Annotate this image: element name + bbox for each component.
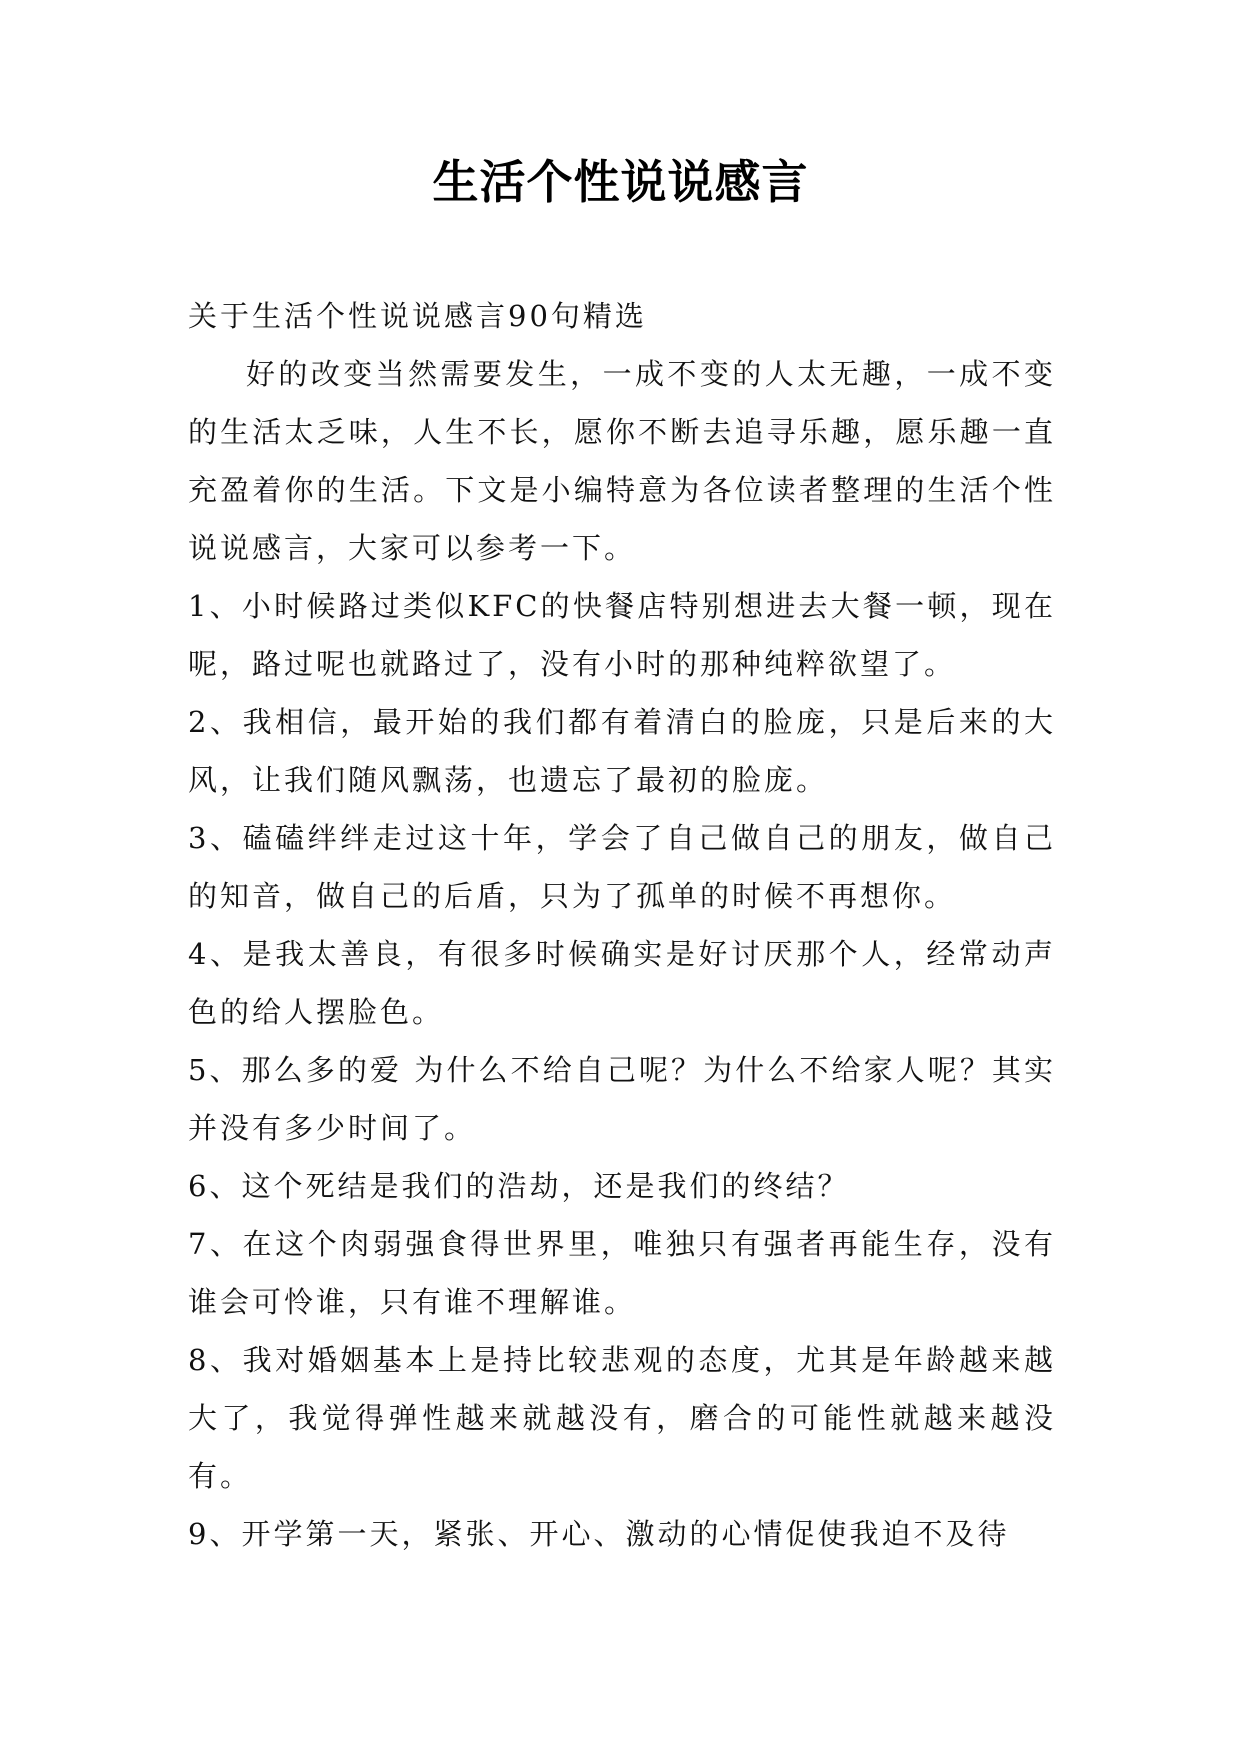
list-item: 7、在这个肉弱强食得世界里，唯独只有强者再能生存，没有谁会可怜谁，只有谁不理解谁。	[188, 1227, 1056, 1319]
list-item: 5、那么多的爱 为什么不给自己呢？为什么不给家人呢？其实并没有多少时间了。	[188, 1053, 1056, 1145]
document-body	[188, 287, 1056, 1563]
intro-paragraph: 好的改变当然需要发生，一成不变的人太无趣，一成不变的生活太乏味，人生不长，愿你不断去追寻乐趣，愿乐趣一直充盈着你的生活。下文是小编特意为各位读者整理的生活个性说说感言，大家可以参考一下。	[188, 357, 1056, 565]
subtitle: 关于生活个性说说感言90句精选	[188, 299, 647, 333]
list-item: 4、是我太善良，有很多时候确实是好讨厌那个人，经常动声色的给人摆脸色。	[188, 937, 1056, 1029]
list-item: 2、我相信，最开始的我们都有着清白的脸庞，只是后来的大风，让我们随风飘荡，也遗忘了最初的脸庞。	[188, 705, 1056, 797]
list-item: 8、我对婚姻基本上是持比较悲观的态度，尤其是年龄越来越大了，我觉得弹性越来就越没有，磨合的可能性就越来越没有。	[188, 1343, 1056, 1493]
list-item: 3、磕磕绊绊走过这十年，学会了自己做自己的朋友，做自己的知音，做自己的后盾，只为了孤单的时候不再想你。	[188, 821, 1056, 913]
list-item: 1、小时候路过类似KFC的快餐店特别想进去大餐一顿，现在呢，路过呢也就路过了，没有小时的那种纯粹欲望了。	[188, 589, 1056, 681]
list-item: 9、开学第一天，紧张、开心、激动的心情促使我迫不及待	[188, 1517, 1010, 1551]
page-title: 生活个性说说感言	[432, 155, 809, 209]
list-item: 6、这个死结是我们的浩劫，还是我们的终结？	[188, 1169, 850, 1203]
